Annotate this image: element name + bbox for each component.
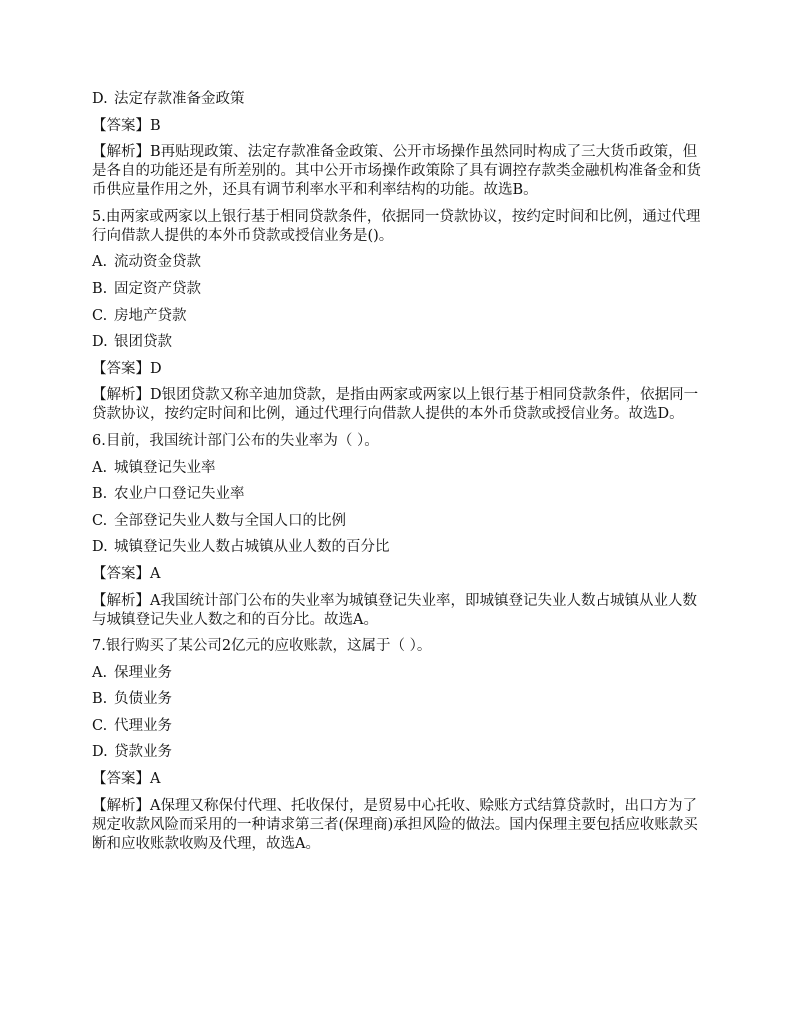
question-5 <box>92 208 710 246</box>
option-text: 城镇登记失业率 <box>114 459 216 476</box>
analysis-label: 【解析】 <box>92 797 150 814</box>
option-letter: C. <box>92 307 108 324</box>
option-text: 银团贷款 <box>114 334 172 351</box>
option-letter: D. <box>92 744 108 761</box>
option-a-q5 <box>92 253 710 272</box>
option-d-q5 <box>92 333 710 352</box>
answer-label: 【答案】 <box>92 117 150 134</box>
option-letter: D. <box>92 334 108 351</box>
option-text: 贷款业务 <box>114 744 172 761</box>
question-text: 7.银行购买了某公司2亿元的应收账款，这属于（ ）。 <box>92 638 432 655</box>
answer-label: 【答案】 <box>92 360 150 377</box>
option-letter: A. <box>92 254 108 271</box>
answer-q4 <box>92 117 710 136</box>
option-c-q5 <box>92 307 710 326</box>
option-text: 房地产贷款 <box>114 307 187 324</box>
option-text: 代理业务 <box>114 717 172 734</box>
option-text: 全部登记失业人数与全国人口的比例 <box>114 512 346 529</box>
analysis-text: D银团贷款又称辛迪加贷款，是指由两家或两家以上银行基于相同贷款条件，依据同一贷款协议，按约定时间和比例，通过代理行向借款人提供的本外币贷款或授信业务。故选D。 <box>92 387 699 423</box>
analysis-label: 【解析】 <box>92 387 150 404</box>
answer-value: A <box>150 565 161 582</box>
answer-label: 【答案】 <box>92 565 150 582</box>
answer-value: D <box>150 360 162 377</box>
option-letter: C. <box>92 512 108 529</box>
option-d-q6 <box>92 538 710 557</box>
answer-value: B <box>150 117 161 134</box>
option-letter: A. <box>92 459 108 476</box>
question-6 <box>92 432 710 451</box>
question-text: 6.目前，我国统计部门公布的失业率为（ ）。 <box>92 432 379 449</box>
option-b-q6 <box>92 485 710 504</box>
question-7 <box>92 637 710 656</box>
option-letter: C. <box>92 717 108 734</box>
option-letter: B. <box>92 486 108 503</box>
option-text: 负债业务 <box>114 691 172 708</box>
analysis-text: B再贴现政策、法定存款准备金政策、公开市场操作虽然同时构成了三大货币政策，但是各自的功能还是有所差别的。其中公开市场操作政策除了具有调控存款类金融机构准备金和货币供应量作用之外，还具有调节利率水平和利率结构的功能。故选B。 <box>92 144 701 199</box>
option-b-q7 <box>92 690 710 709</box>
analysis-q4 <box>92 143 710 200</box>
option-c-q6 <box>92 512 710 531</box>
option-c-q7 <box>92 717 710 736</box>
analysis-q6 <box>92 592 710 630</box>
option-text: 固定资产贷款 <box>114 280 201 297</box>
option-letter: A. <box>92 664 108 681</box>
option-letter: B. <box>92 691 108 708</box>
answer-value: A <box>150 771 161 788</box>
option-text: 保理业务 <box>114 664 172 681</box>
document-page <box>92 90 710 861</box>
option-d-q4 <box>92 90 710 109</box>
answer-q7 <box>92 770 710 789</box>
option-a-q7 <box>92 664 710 683</box>
answer-q5 <box>92 360 710 379</box>
option-letter: B. <box>92 280 108 297</box>
option-text: 流动资金贷款 <box>114 254 201 271</box>
analysis-text: A保理又称保付代理、托收保付，是贸易中心托收、赊账方式结算贷款时，出口方为了规定收款风险而采用的一种请求第三者(保理商)承担风险的做法。国内保理主要包括应收账款买断和应收账款收购及代理，故选A。 <box>92 797 698 852</box>
answer-label: 【答案】 <box>92 771 150 788</box>
option-text: 法定存款准备金政策 <box>114 91 245 107</box>
option-text: 农业户口登记失业率 <box>114 486 245 503</box>
analysis-text: A我国统计部门公布的失业率为城镇登记失业率，即城镇登记失业人数占城镇从业人数与城镇登记失业人数之和的百分比。故选A。 <box>92 592 697 628</box>
option-text: 城镇登记失业人数占城镇从业人数的百分比 <box>114 539 390 556</box>
option-b-q5 <box>92 280 710 299</box>
answer-q6 <box>92 565 710 584</box>
option-letter: D. <box>92 91 108 107</box>
option-d-q7 <box>92 743 710 762</box>
analysis-q5 <box>92 386 710 424</box>
analysis-label: 【解析】 <box>92 144 150 161</box>
option-a-q6 <box>92 459 710 478</box>
question-text: 5.由两家或两家以上银行基于相同贷款条件，依据同一贷款协议，按约定时间和比例，通过代理行向借款人提供的本外币贷款或授信业务是()。 <box>92 208 701 244</box>
analysis-label: 【解析】 <box>92 592 150 609</box>
analysis-q7 <box>92 797 710 854</box>
option-letter: D. <box>92 539 108 556</box>
